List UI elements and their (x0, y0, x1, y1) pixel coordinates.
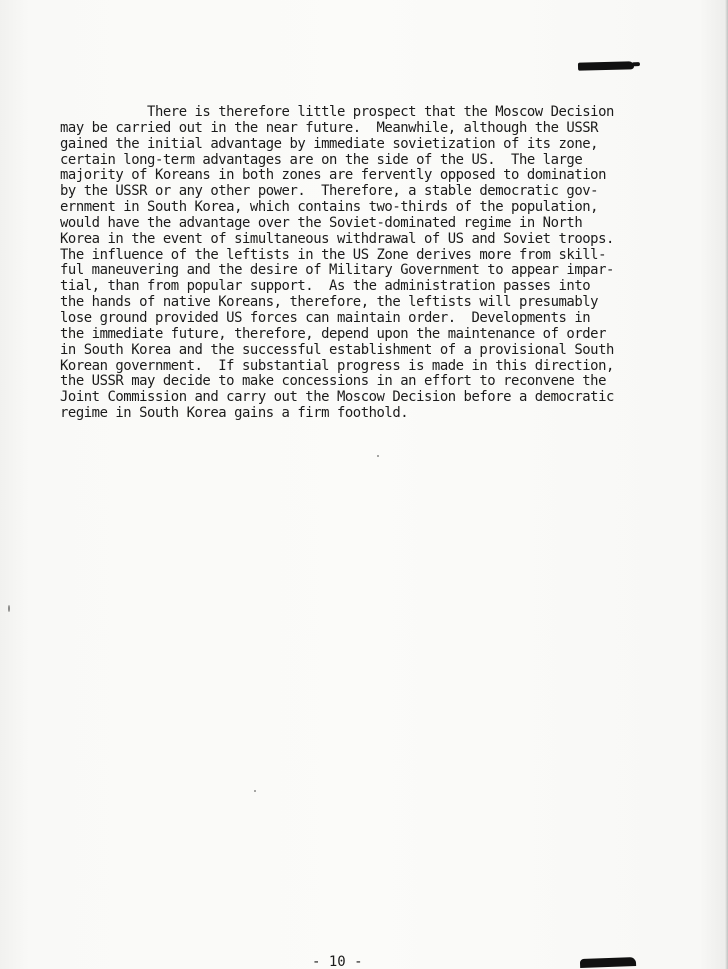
text-line: ful maneuvering and the desire of Military Government to appear impar- (60, 262, 614, 279)
text-line: by the USSR or any other power. Therefore, a stable democratic gov- (60, 183, 599, 200)
text-line: would have the advantage over the Soviet-dominated regime in North (60, 214, 583, 231)
redaction-mark-bottom (580, 957, 636, 968)
text-line: the immediate future, therefore, depend upon the maintenance of order (60, 325, 606, 342)
text-line: The influence of the leftists in the US Zone derives more from skill- (60, 246, 606, 263)
text-line: may be carried out in the near future. Meanwhile, although the USSR (60, 119, 599, 136)
text-line: lose ground provided US forces can maintain order. Developments in (60, 309, 591, 326)
text-line: the hands of native Koreans, therefore, the leftists will presumably (60, 294, 599, 311)
text-line: ernment in South Korea, which contains two-thirds of the population, (60, 199, 599, 216)
text-line: Korea in the event of simultaneous withdrawal of US and Soviet troops. (60, 230, 614, 247)
text-line: the USSR may decide to make concessions in an effort to reconvene the (60, 373, 606, 390)
paper-speck (8, 605, 10, 612)
body-paragraph (60, 105, 660, 422)
text-line: Korean government. If substantial progress is made in this direction, (60, 357, 614, 374)
text-line: There is therefore little prospect that the Moscow Decision (60, 104, 614, 120)
text-line: majority of Koreans in both zones are fervently opposed to domination (60, 167, 606, 184)
text-line: certain long-term advantages are on the side of the US. The large (60, 151, 583, 168)
paper-speck (254, 790, 256, 792)
redaction-mark-top (578, 61, 634, 70)
text-line: regime in South Korea gains a firm foothold. (60, 405, 409, 422)
text-line: in South Korea and the successful establishment of a provisional South (60, 341, 614, 358)
text-line: tial, than from popular support. As the administration passes into (60, 278, 591, 295)
text-line: Joint Commission and carry out the Moscow Decision before a democratic (60, 389, 614, 406)
paper-speck (377, 455, 379, 457)
page-number: - 10 - (312, 954, 363, 969)
text-line: gained the initial advantage by immediate sovietization of its zone, (60, 135, 599, 152)
